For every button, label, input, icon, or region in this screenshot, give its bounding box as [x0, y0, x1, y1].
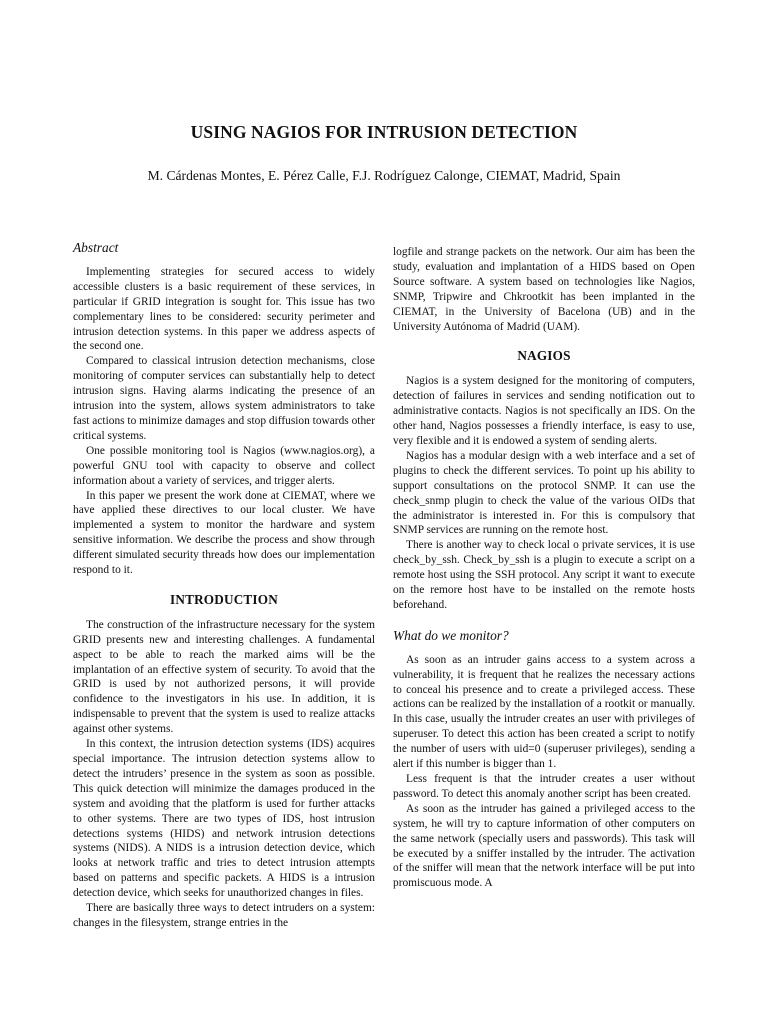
introduction-heading: INTRODUCTION [170, 591, 278, 607]
abstract-paragraph: One possible monitoring tool is Nagios (www.nagios.org), a powerful GNU tool with capacity to observe and collect information about a variety of services, and trigger alerts. [73, 444, 375, 487]
monitor-heading: What do we monitor? [393, 627, 509, 643]
abstract-heading: Abstract [73, 240, 119, 255]
left-column [73, 241, 375, 931]
paper-title: USING NAGIOS FOR INTRUSION DETECTION [190, 122, 578, 142]
intro-paragraph: In this context, the intrusion detection systems (IDS) acquires special importance. The intrusion detection systems allow to detect the intruders’ presence in the system as soon as possible. This quick detection will minimize the damages produced in the system and avoiding that the platform is used for further attacks to other systems. There are two types of IDS, host intrusion detections systems (HIDS) and network intrusion detections systems (NIDS). A NIDS is a intrusion detection device, which looks at network traffic and tries to detect intrusion attempts based on patterns and specific packets. A HIDS is a intrusion detection device, which seeks for unauthorized changes in files. [73, 738, 375, 900]
nagios-paragraph: Nagios has a modular design with a web interface and a set of plugins to check the different services. To point up his ability to support consultations on the protocol SNMP. It can use the check_snmp plugin to check the value of the various OIDs that the administrator is interested in. For this is compulsory that SNMP services are running on the remote host. [393, 449, 695, 537]
abstract-paragraph: Implementing strategies for secured access to widely accessible clusters is a basic requirement of these services, in particular if GRID integration is sought for. This issue has two complementary lines to be considered: security perimeter and intrusion detection systems. In this paper we address aspects of the second one. [73, 265, 375, 353]
paper-authors: M. Cárdenas Montes, E. Pérez Calle, F.J. Rodríguez Calonge, CIEMAT, Madrid, Spain [147, 168, 621, 183]
nagios-heading: NAGIOS [517, 348, 571, 364]
abstract-paragraph: Compared to classical intrusion detection mechanisms, close monitoring of computer services can substantially help to detect intrusion signs. Having alarms indicating the presence of an intrusion into the system, allows system administrators to take fast actions to minimize damages and stop diffusion towards other critical systems. [73, 355, 375, 442]
monitor-paragraph: As soon as the intruder has gained a privileged access to the system, he will try to capture information of other computers on the same network (specially users and passwords). This task will be executed by a sniffer installed by the intruder. The activation of the sniffer will mean that the network interface will be put into promiscuous mode. A [393, 802, 695, 890]
nagios-paragraph: Nagios is a system designed for the monitoring of computers, detection of failures in services and sending notification out to administrative contacts. Nagios is not specifically an IDS. On the other hand, Nagios possesses a friendly interface, is easy to use, very flexible and it is endowed a system of sending alerts. [393, 375, 695, 447]
intro-paragraph: The construction of the infrastructure necessary for the system GRID presents new and interesting challenges. A fundamental aspect to be able to reach the marked aims will be the implantation of an effective system of security. To avoid that the GRID is used by not authorized persons, it will provide confidence to the investigators in his use. In addition, it is indispensable to prevent that the system is used to realize attacks against other systems. [73, 618, 375, 736]
continuation-paragraph: logfile and strange packets on the network. Our aim has been the study, evaluation and implantation of a HIDS based on Open Source software. A system based on technologies like Nagios, SNMP, Tripwire and Chkrootkit has been implanted in the CIEMAT, in the University of Bacelona (UB) and in the University Autónoma of Madrid (UAM). [393, 246, 695, 333]
nagios-paragraph: There is another way to check local o private services, it is use check_by_ssh. Check_by_ssh is a plugin to execute a script on a remote host using the SSH protocol. Any script it want to execute on the remore host have to be installed on the remote hosts beforehand. [393, 539, 695, 611]
abstract-paragraph: In this paper we present the work done at CIEMAT, where we have applied these directives to our local cluster. We have implemented a system to monitor the hardware and system sensitive information. We describe the process and show through different simulated security threads how does our implementation respond to it. [73, 489, 375, 577]
right-column [393, 245, 695, 891]
intro-paragraph: There are basically three ways to detect intruders on a system: changes in the filesystem, strange entries in the [73, 902, 375, 929]
monitor-paragraph: Less frequent is that the intruder creates a user without password. To detect this anomaly another script has been created. [393, 773, 695, 800]
monitor-paragraph: As soon as an intruder gains access to a system across a vulnerability, it is frequent that he realizes the necessary actions to conceal his presence and to create a privileged access. These actions can be realized by the installation of a rootkit or manually. In this case, usually the intruder creates an user with privileges of superuser. To detect this action has been created a script to notify the number of users with uid=0 (superuser privileges), sending a alert if this number is bigger than 1. [393, 653, 695, 771]
